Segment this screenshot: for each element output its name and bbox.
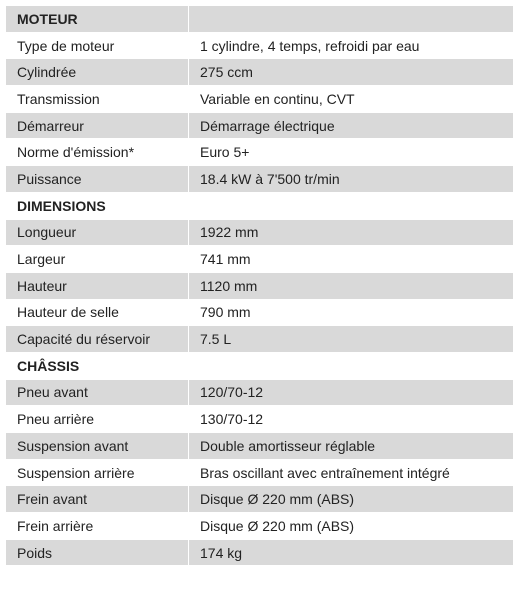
spec-value: 18.4 kW à 7'500 tr/min — [189, 166, 514, 193]
table-row — [6, 86, 514, 113]
section-title-spacer — [189, 192, 514, 219]
spec-label: Cylindrée — [6, 59, 189, 86]
spec-label: Largeur — [6, 246, 189, 273]
section-header-moteur — [6, 6, 514, 33]
spec-value: 130/70-12 — [189, 406, 514, 433]
section-header-dimensions — [6, 192, 514, 219]
section-title: MOTEUR — [6, 6, 189, 33]
spec-value: Disque Ø 220 mm (ABS) — [189, 513, 514, 540]
spec-value: 790 mm — [189, 299, 514, 326]
spec-value: Double amortisseur réglable — [189, 433, 514, 460]
table-row — [6, 59, 514, 86]
spec-value: Euro 5+ — [189, 139, 514, 166]
table-row — [6, 513, 514, 540]
spec-label: Longueur — [6, 219, 189, 246]
spec-value: 1 cylindre, 4 temps, refroidi par eau — [189, 32, 514, 59]
section-title-spacer — [189, 6, 514, 33]
spec-label: Suspension arrière — [6, 459, 189, 486]
section-title: DIMENSIONS — [6, 192, 189, 219]
table-row — [6, 459, 514, 486]
spec-value: 741 mm — [189, 246, 514, 273]
spec-label: Pneu avant — [6, 379, 189, 406]
table-row — [6, 433, 514, 460]
spec-value: 1120 mm — [189, 272, 514, 299]
spec-value: Variable en continu, CVT — [189, 86, 514, 113]
spec-value: 174 kg — [189, 539, 514, 566]
table-row — [6, 112, 514, 139]
table-row — [6, 246, 514, 273]
table-row — [6, 166, 514, 193]
table-row — [6, 32, 514, 59]
spec-label: Type de moteur — [6, 32, 189, 59]
table-row — [6, 219, 514, 246]
table-row — [6, 486, 514, 513]
section-title-spacer — [189, 352, 514, 379]
table-row — [6, 406, 514, 433]
spec-label: Démarreur — [6, 112, 189, 139]
table-row — [6, 379, 514, 406]
spec-label: Hauteur — [6, 272, 189, 299]
spec-label: Hauteur de selle — [6, 299, 189, 326]
spec-label: Suspension avant — [6, 433, 189, 460]
spec-value: Disque Ø 220 mm (ABS) — [189, 486, 514, 513]
spec-label: Transmission — [6, 86, 189, 113]
spec-label: Puissance — [6, 166, 189, 193]
spec-value: 1922 mm — [189, 219, 514, 246]
table-row — [6, 326, 514, 353]
spec-label: Poids — [6, 539, 189, 566]
spec-value: 7.5 L — [189, 326, 514, 353]
spec-value: 120/70-12 — [189, 379, 514, 406]
spec-label: Frein arrière — [6, 513, 189, 540]
table-row — [6, 272, 514, 299]
table-row — [6, 139, 514, 166]
table-row — [6, 539, 514, 566]
section-title: CHÂSSIS — [6, 352, 189, 379]
spec-value: Démarrage électrique — [189, 112, 514, 139]
spec-value: Bras oscillant avec entraînement intégré — [189, 459, 514, 486]
table-row — [6, 299, 514, 326]
spec-label: Pneu arrière — [6, 406, 189, 433]
spec-table — [5, 5, 514, 566]
spec-value: 275 ccm — [189, 59, 514, 86]
spec-label: Frein avant — [6, 486, 189, 513]
section-header-chassis — [6, 352, 514, 379]
spec-label: Norme d'émission* — [6, 139, 189, 166]
spec-label: Capacité du réservoir — [6, 326, 189, 353]
